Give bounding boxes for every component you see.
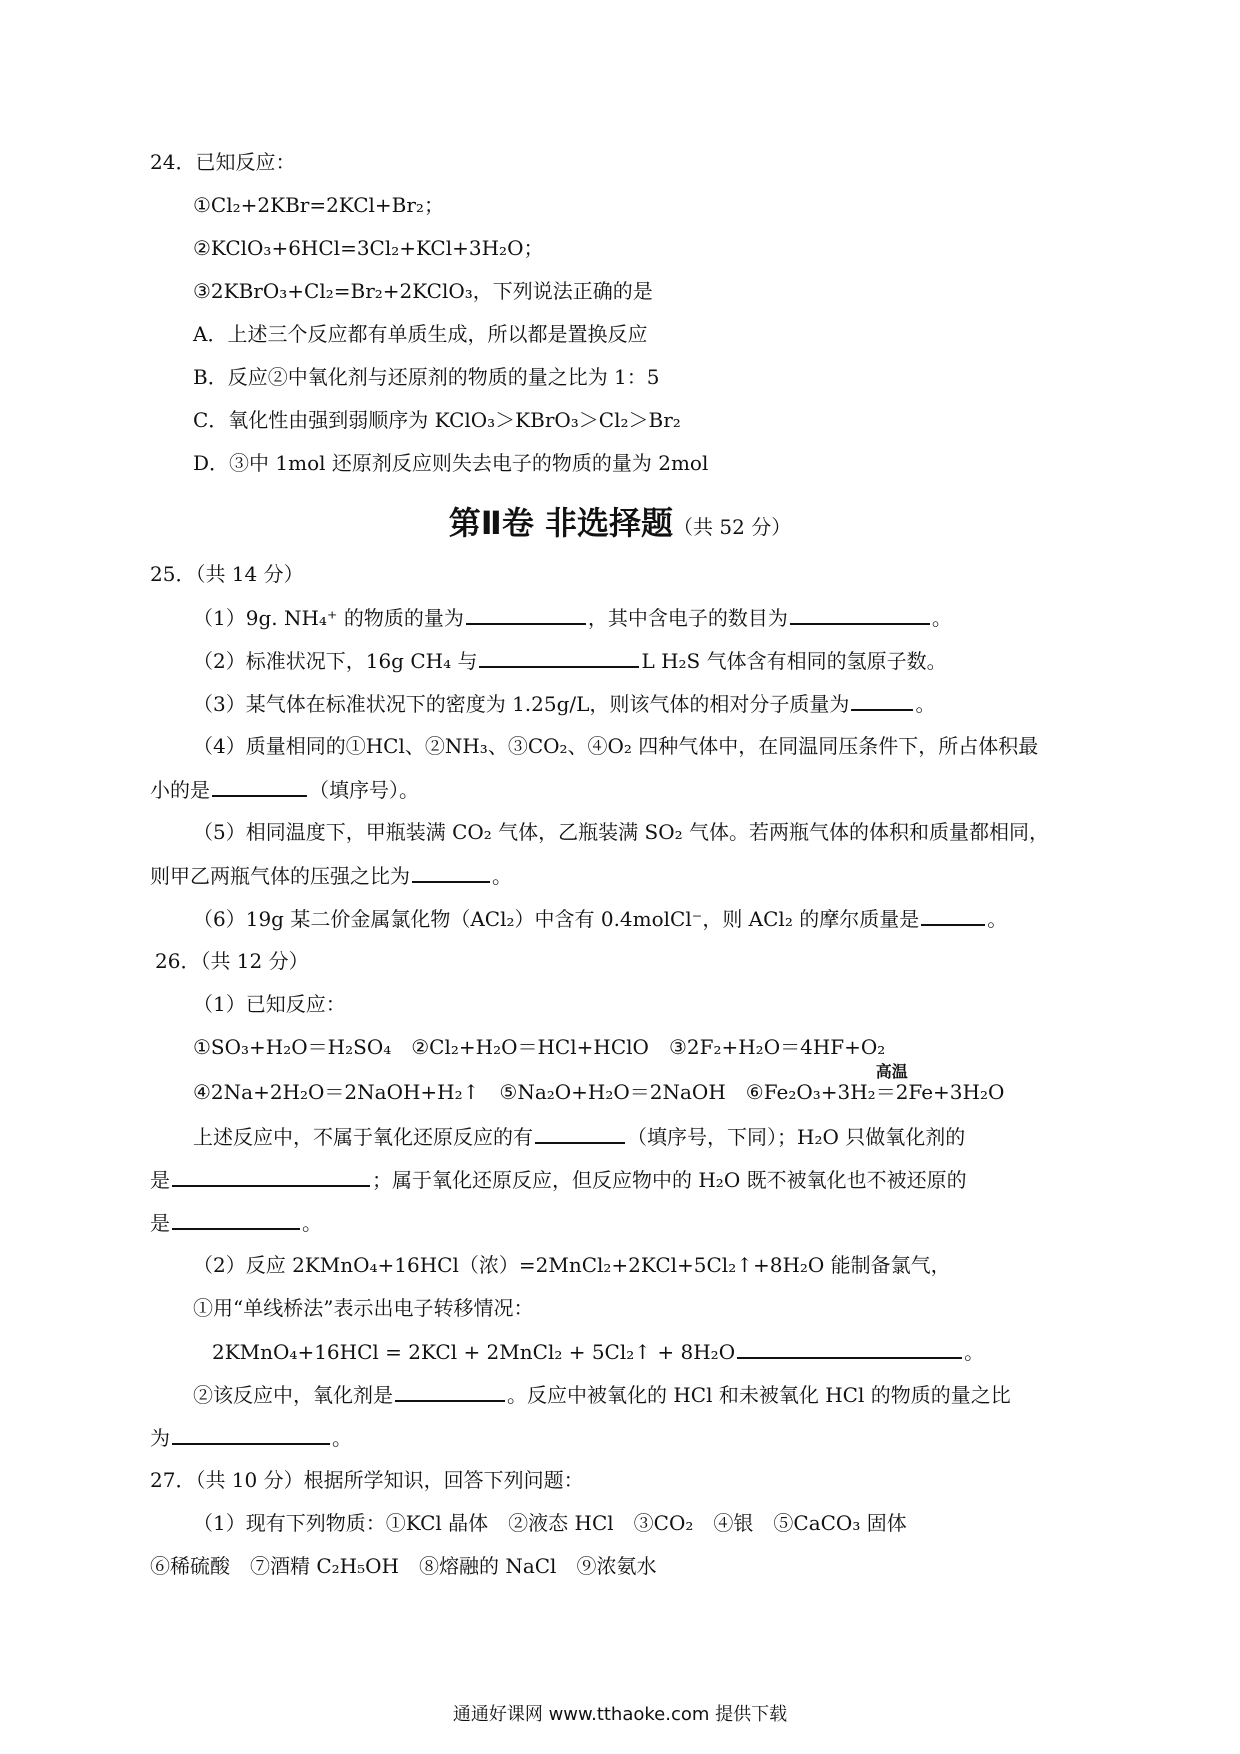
q26-sub-2-line-2 <box>150 1423 352 1452</box>
q26-equation-line <box>212 1337 984 1366</box>
q25-p2-text-b: L H₂S 气体含有相同的氢原子数。 <box>641 649 947 673</box>
q25-p4-text-b: 小的是 <box>150 778 210 802</box>
q26-q1-text-d: ；属于氧化还原反应，但反应物中的 H₂O 既不被氧化也不被还原的 <box>372 1168 967 1192</box>
q26-reaction-5: ⑤Na₂O+H₂O＝2NaOH <box>499 1080 726 1104</box>
q26-part-1: （1）已知反应： <box>193 992 346 1016</box>
q25-p3-blank[interactable] <box>851 689 913 711</box>
q26-reaction-3: ③2F₂+H₂O＝4HF+O₂ <box>668 1035 886 1059</box>
q25-p2-text-a: （2）标准状况下，16g CH₄ 与 <box>193 649 478 673</box>
q26-s2-text-b: 。反应中被氧化的 HCl 和未被氧化 HCl 的物质的量之比 <box>507 1383 1011 1407</box>
q24-reaction-2: ②KClO₃+6HCl=3Cl₂+KCl+3H₂O； <box>193 236 544 260</box>
q26-reactions-row-1 <box>193 1033 885 1061</box>
q26-equation-end: 。 <box>964 1340 985 1364</box>
q25-p5-text-b: 则甲乙两瓶气体的压强之比为 <box>150 864 410 888</box>
q24-option-a: A．上述三个反应都有单质生成，所以都是置换反应 <box>193 322 648 346</box>
q27-part-1-line-1: （1）现有下列物质：①KCl 晶体 ②液态 HCl ③CO₂ ④银 ⑤CaCO₃ 固体 <box>193 1511 907 1535</box>
q26-s2-blank-1[interactable] <box>395 1380 505 1402</box>
q26-reaction-6a: ⑥Fe₂O₃+3H₂ <box>745 1080 876 1104</box>
q25-part-4-line-1: （4）质量相同的①HCl、②NH₃、③CO₂、④O₂ 四种气体中，在同温同压条件下，所占体积最 <box>193 734 1039 758</box>
q25-p1-text-c: 。 <box>931 606 952 630</box>
q26-s2-blank-2[interactable] <box>172 1423 330 1445</box>
q25-part-2 <box>193 646 947 675</box>
q25-p3-text-b: 。 <box>915 692 936 716</box>
q25-p6-blank[interactable] <box>921 904 985 926</box>
q26-question-line-1 <box>193 1122 965 1151</box>
section-title <box>0 498 1240 544</box>
q26-q1-text-b: （填序号，下同）；H₂O 只做氧化剂的 <box>627 1125 966 1149</box>
q24-option-c: C．氧化性由强到弱顺序为 KClO₃＞KBrO₃＞Cl₂＞Br₂ <box>193 408 681 432</box>
footer-download-note: 通通好课网 www.tthaoke.com 提供下载 <box>452 1704 788 1725</box>
q26-q1-blank-2[interactable] <box>172 1165 370 1187</box>
q24-reaction-3: ③2KBrO₃+Cl₂=Br₂+2KClO₃，下列说法正确的是 <box>193 279 653 303</box>
q26-q1-blank-1[interactable] <box>535 1122 625 1144</box>
q25-p1-text-a: （1）9g. NH₄⁺ 的物质的量为 <box>193 606 464 630</box>
q26-q1-blank-3[interactable] <box>172 1208 300 1230</box>
q26-q1-text-f: 。 <box>302 1211 322 1235</box>
q26-s2-text-a: ②该反应中，氧化剂是 <box>193 1383 393 1407</box>
q26-sub-2-line-1 <box>193 1380 1011 1409</box>
q24-option-b: B．反应②中氧化剂与还原剂的物质的量之比为 1：5 <box>193 365 660 389</box>
q26-reaction-4: ④2Na+2H₂O＝2NaOH+H₂↑ <box>193 1080 480 1104</box>
q26-q1-text-c: 是 <box>150 1168 170 1192</box>
q26-equation-blank[interactable] <box>737 1337 962 1359</box>
q25-p2-blank[interactable] <box>479 646 639 668</box>
q25-part-1 <box>193 603 952 632</box>
q25-p4-text-c: （填序号）。 <box>309 778 419 802</box>
q26-q1-text-a: 上述反应中，不属于氧化还原反应的有 <box>193 1125 533 1149</box>
q26-reaction-6b: 2Fe+3H₂O <box>895 1080 1005 1104</box>
q26-s2-text-d: 。 <box>332 1426 352 1450</box>
q26-reaction-6-condition <box>875 1062 908 1106</box>
q26-reaction-6-cond-text: 高温 <box>875 1062 908 1081</box>
q25-p1-blank-1[interactable] <box>466 603 586 625</box>
q25-p4-blank[interactable] <box>212 775 307 797</box>
q25-p6-text-b: 。 <box>987 907 1008 931</box>
q25-stem: 25．（共 14 分） <box>150 562 304 586</box>
section-title-score: （共 52 分） <box>673 515 792 539</box>
q25-part-4-line-2 <box>150 775 419 804</box>
q26-reaction-2: ②Cl₂+H₂O＝HCl+HClO <box>411 1035 649 1059</box>
q26-stem: 26．（共 12 分） <box>155 949 309 973</box>
q24-stem: 24．已知反应： <box>150 150 296 174</box>
q25-p6-text-a: （6）19g 某二价金属氯化物（ACl₂）中含有 0.4molCl⁻，则 ACl₂ 的摩尔质量是 <box>193 907 920 931</box>
q25-part-5-line-2 <box>150 861 512 890</box>
q24-option-d: D．③中 1mol 还原剂反应则失去电子的物质的量为 2mol <box>193 451 709 475</box>
q26-question-line-3 <box>150 1208 322 1237</box>
q26-s2-text-c: 为 <box>150 1426 170 1450</box>
q25-part-6 <box>193 904 1007 933</box>
q26-sub-1: ①用“单线桥法”表示出电子转移情况： <box>193 1296 534 1320</box>
q27-part-1-line-2: ⑥稀硫酸 ⑦酒精 C₂H₅OH ⑧熔融的 NaCl ⑨浓氨水 <box>150 1554 657 1578</box>
q25-part-5-line-1: （5）相同温度下，甲瓶装满 CO₂ 气体，乙瓶装满 SO₂ 气体。若两瓶气体的体积和质量都相同， <box>193 820 1049 844</box>
section-title-main: 第Ⅱ卷 非选择题 <box>448 504 674 542</box>
q25-p1-text-b: ，其中含电子的数目为 <box>587 606 788 630</box>
q25-p5-blank[interactable] <box>412 861 490 883</box>
q25-p5-text-c: 。 <box>492 864 512 888</box>
q26-reactions-row-2 <box>193 1062 1005 1106</box>
q25-part-3 <box>193 689 935 718</box>
q27-stem: 27．（共 10 分）根据所学知识，回答下列问题： <box>150 1468 584 1492</box>
q26-equation: 2KMnO₄+16HCl = 2KCl + 2MnCl₂ + 5Cl₂↑ + 8H₂O <box>212 1340 736 1364</box>
q26-reaction-1: ①SO₃+H₂O＝H₂SO₄ <box>193 1035 392 1059</box>
q26-part-2: （2）反应 2KMnO₄+16HCl（浓）=2MnCl₂+2KCl+5Cl₂↑+8H₂O 能制备氯气， <box>193 1253 951 1277</box>
q26-question-line-2 <box>150 1165 967 1194</box>
q25-p1-blank-2[interactable] <box>790 603 930 625</box>
q24-reaction-1: ①Cl₂+2KBr=2KCl+Br₂； <box>193 193 444 217</box>
q26-reaction-6-equals: ＝ <box>875 1080 896 1104</box>
q26-q1-text-e: 是 <box>150 1211 170 1235</box>
q25-p3-text-a: （3）某气体在标准状况下的密度为 1.25g/L，则该气体的相对分子质量为 <box>193 692 850 716</box>
